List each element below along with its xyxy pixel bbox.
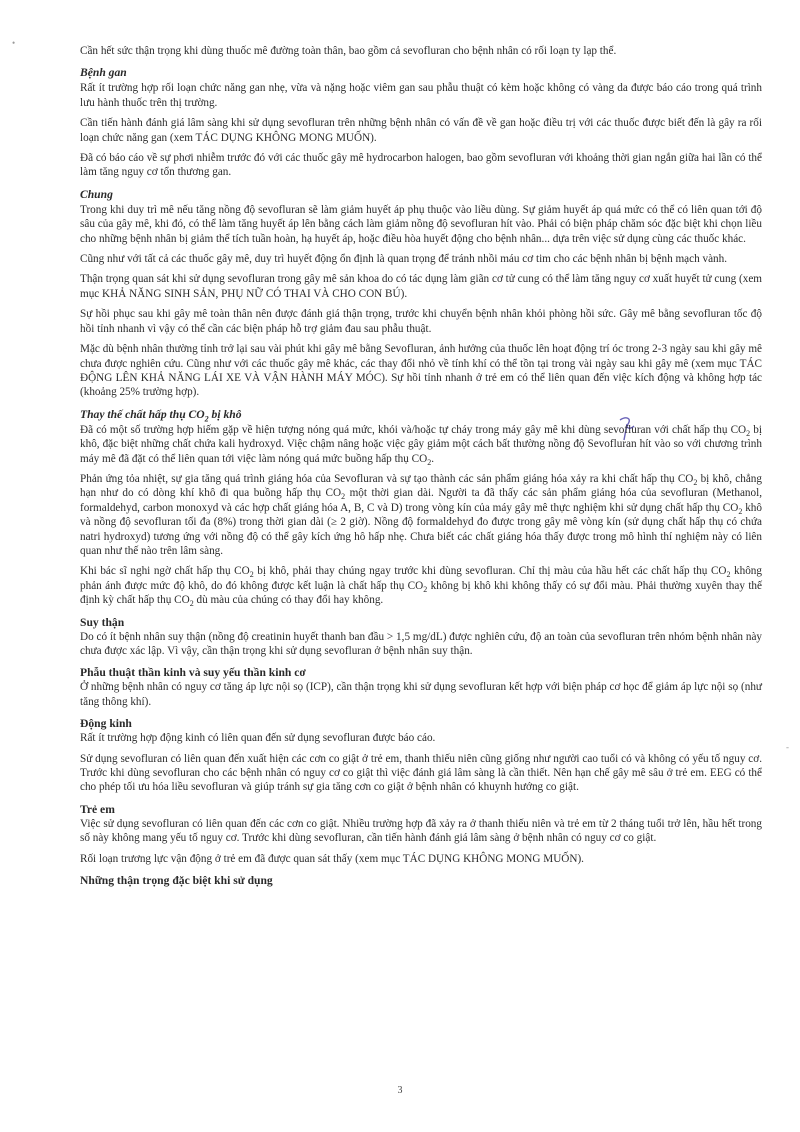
section-heading-neurosurgery: Phẫu thuật thần kinh và suy yếu thần kinh cơ: [80, 666, 306, 680]
section-heading-general: Chung: [80, 187, 113, 201]
paragraph: Do có ít bệnh nhân suy thận (nồng độ creatinin huyết thanh ban đầu > 1,5 mg/dL) được nghiên cứu, độ an toàn của sevofluran trên nhóm bệnh nhân này chưa được xác lập. Vì vậy, cần thận trọng khi sử dụng sevofluran ở bệnh nhân suy thận.: [80, 630, 762, 657]
paragraph: Rất ít trường hợp rối loạn chức năng gan nhẹ, vừa và nặng hoặc viêm gan sau phẫu thuật có kèm hoặc không có vàng da được báo cáo trong quá trình lưu hành thuốc trên thị trường.: [80, 82, 762, 109]
scan-mark: •: [12, 38, 16, 48]
section-heading-special-precautions: Những thận trọng đặc biệt khi sử dụng: [80, 874, 273, 888]
paragraph: Trong khi duy trì mê nếu tăng nồng độ sevofluran sẽ làm giảm huyết áp phụ thuộc vào liều dùng. Sự giảm huyết áp quá mức có thể có liên quan tới độ sâu của gây mê, khi đó, có thể làm tăng huyết áp lên bằng cách làm giảm nồng độ sevofluran hít vào. Phải có biện pháp chăm sóc đặc biệt khi chọn liều cho những bệnh nhân bị giảm thể tích tuần hoàn, hạ huyết áp, hoặc điều hòa huyết động cho bệnh nhân... dựa trên việc sử dụng cùng các thuốc khác.: [80, 203, 762, 245]
paragraph: Cần hết sức thận trọng khi dùng thuốc mê đường toàn thân, bao gồm cả sevofluran cho bệnh nhân có rối loạn ty lạp thể.: [80, 45, 617, 57]
paragraph: Cũng như với tất cả các thuốc gây mê, duy trì huyết động ổn định là quan trọng để tránh nhồi máu cơ tim cho các bệnh nhân bị bệnh mạch vành.: [80, 253, 728, 266]
section-heading-children: Trẻ em: [80, 802, 115, 816]
paragraph: Việc sử dụng sevofluran có liên quan đến các cơn co giật. Nhiều trường hợp đã xảy ra ở thanh thiếu niên và trẻ em từ 2 tháng tuổi trở lên, hầu hết trong số này không mang yếu tố nguy cơ. Trước khi dùng sevofluran, cần tiến hành đánh giá lâm sàng ở bệnh nhân có nguy cơ co giật.: [80, 817, 762, 845]
paragraph: Rối loạn trương lực vận động ở trẻ em đã được quan sát thấy (xem mục TÁC DỤNG KHÔNG MONG MUỐN).: [80, 852, 584, 865]
section-heading-renal: Suy thận: [80, 615, 125, 629]
paragraph: Đã có một số trường hợp hiếm gặp về hiện tượng nóng quá mức, khói và/hoặc tự cháy trong máy gây mê khi dùng sevofluran với chất hấp thụ $CO_2$ bị khô, đặc biệt những chất chứa kali hydroxyd. Việc chậm nâng hoặc việc gây giảm một cách bất thường nồng độ Sevofluran hít vào so với chương trình máy mê đã đặt có thể liên quan tới việc làm nóng quá mức buồng hấp thụ $CO_2$.: [80, 423, 763, 467]
section-heading-seizures: Động kinh: [80, 717, 132, 731]
scan-mark: ‐: [786, 742, 789, 752]
section-heading-co2-absorbent: Thay thế chất hấp thụ $CO_2$ bị khô: [80, 407, 242, 424]
section-heading-liver: Bệnh gan: [80, 66, 127, 80]
paragraph: Mặc dù bệnh nhân thường tỉnh trở lại sau vài phút khi gây mê bằng Sevofluran, ảnh hưởng của thuốc lên hoạt động trí óc trong 2-3 ngày sau khi gây mê chưa được nghiên cứu. Cũng như với các thuốc gây mê khác, các thay đổi nhỏ về tính khí có thể tồn tại trong vài ngày sau khi gây mê (xem mục TÁC ĐỘNG LÊN KHẢ NĂNG LÁI XE VÀ VẬN HÀNH MÁY MÓC). Sự hồi tỉnh nhanh ở trẻ em có thể liên quan đến việc kích động và không hợp tác (khoảng 25% trường hợp).: [80, 343, 762, 399]
paragraph: Sự hồi phục sau khi gây mê toàn thân nên được đánh giá thận trọng, trước khi chuyển bệnh nhân khỏi phòng hồi sức. Gây mê bằng sevofluran tốc độ hồi tỉnh nhanh vì vậy có thể cần các biện pháp hỗ trợ giảm đau sau phẫu thuật.: [80, 308, 762, 335]
paragraph: Sử dụng sevofluran có liên quan đến xuất hiện các cơn co giật ở trẻ em, thanh thiếu niên cũng giống như người cao tuổi có và không có yếu tố nguy cơ. Trước khi dùng sevofluran cho các bệnh nhân có nguy cơ co giật thì việc đánh giá lâm sàng là cần thiết. Nên hạn chế gây mê sâu ở trẻ em. EEG có thể cho phép tối ưu hóa liều sevofluran và giúp tránh sự gia tăng cơn co giật ở bệnh nhân có khuynh hướng co giật.: [80, 752, 762, 794]
paragraph: Cần tiến hành đánh giá lâm sàng khi sử dụng sevofluran trên những bệnh nhân có vấn đề về gan hoặc điều trị với các thuốc được biết đến là gây ra rối loạn chức năng gan (xem TÁC DỤNG KHÔNG MONG MUỐN).: [80, 117, 762, 144]
document-body: [80, 44, 762, 888]
paragraph: Khi bác sĩ nghi ngờ chất hấp thụ $CO_2$ bị khô, phải thay chúng ngay trước khi dùng sevofluran. Chỉ thị màu của hầu hết các chất hấp thụ $CO_2$ không phản ánh được mức độ khô, do đó không được kết luận là chất hấp thụ $CO_2$ không bị khô khi không thấy có sự đổi màu. Phải thường xuyên thay thế định kỳ chất hấp thụ $CO_2$ dù màu của chúng có thay đổi hay không.: [80, 565, 762, 609]
paragraph: Thận trọng quan sát khi sử dụng sevofluran trong gây mê sản khoa do có tác dụng làm giãn cơ tử cung có thể làm tăng nguy cơ xuất huyết tử cung (xem mục KHẢ NĂNG SINH SẢN, PHỤ NỮ CÓ THAI VÀ CHO CON BÚ).: [80, 273, 762, 300]
page-number: 3: [397, 1085, 403, 1096]
paragraph: Phản ứng tỏa nhiệt, sự gia tăng quá trình giáng hóa của Sevofluran và sự tạo thành các sản phẩm giáng hóa xảy ra khi chất hấp thụ $CO_2$ bị khô, chẳng hạn như do có dòng khí khô đi qua buồng hấp thụ $CO_2$ một thời gian dài. Người ta đã thấy các sản phẩm giáng hóa của sevofluran (Methanol, formaldehyd, carbon monoxyd và các hợp chất giáng hóa A, B, C và D) trong vòng kín của máy gây mê thực nghiệm khi sử dụng chất hấp thụ $CO_2$ khô và nồng độ sevofluran tối đa (8%) trong thời gian dài (≥ 2 giờ). Nồng độ formaldehyd đo được trong gây mê vòng kín (sử dụng chất hấp thụ có chứa natri hydroxyd) tương ứng với nồng độ có thể gây kích ứng hô hấp nhẹ. Chưa biết các chất giáng hóa thấy được trong mô hình thí nghiệm này có liên quan như thế nào trên lâm sàng.: [80, 472, 763, 557]
paragraph: Ở những bệnh nhân có nguy cơ tăng áp lực nội sọ (ICP), cần thận trọng khi sử dụng sevofluran kết hợp với biện pháp cơ học để giảm áp lực nội sọ (như tăng thông khí).: [80, 681, 762, 708]
paragraph: Rất ít trường hợp động kinh có liên quan đến sử dụng sevofluran được báo cáo.: [80, 732, 436, 745]
paragraph: Đã có báo cáo về sự phơi nhiễm trước đó với các thuốc gây mê hydrocarbon halogen, bao gồm sevofluran với khoảng thời gian ngắn giữa hai lần có thể làm tăng nguy cơ tổn thương gan.: [80, 152, 762, 179]
